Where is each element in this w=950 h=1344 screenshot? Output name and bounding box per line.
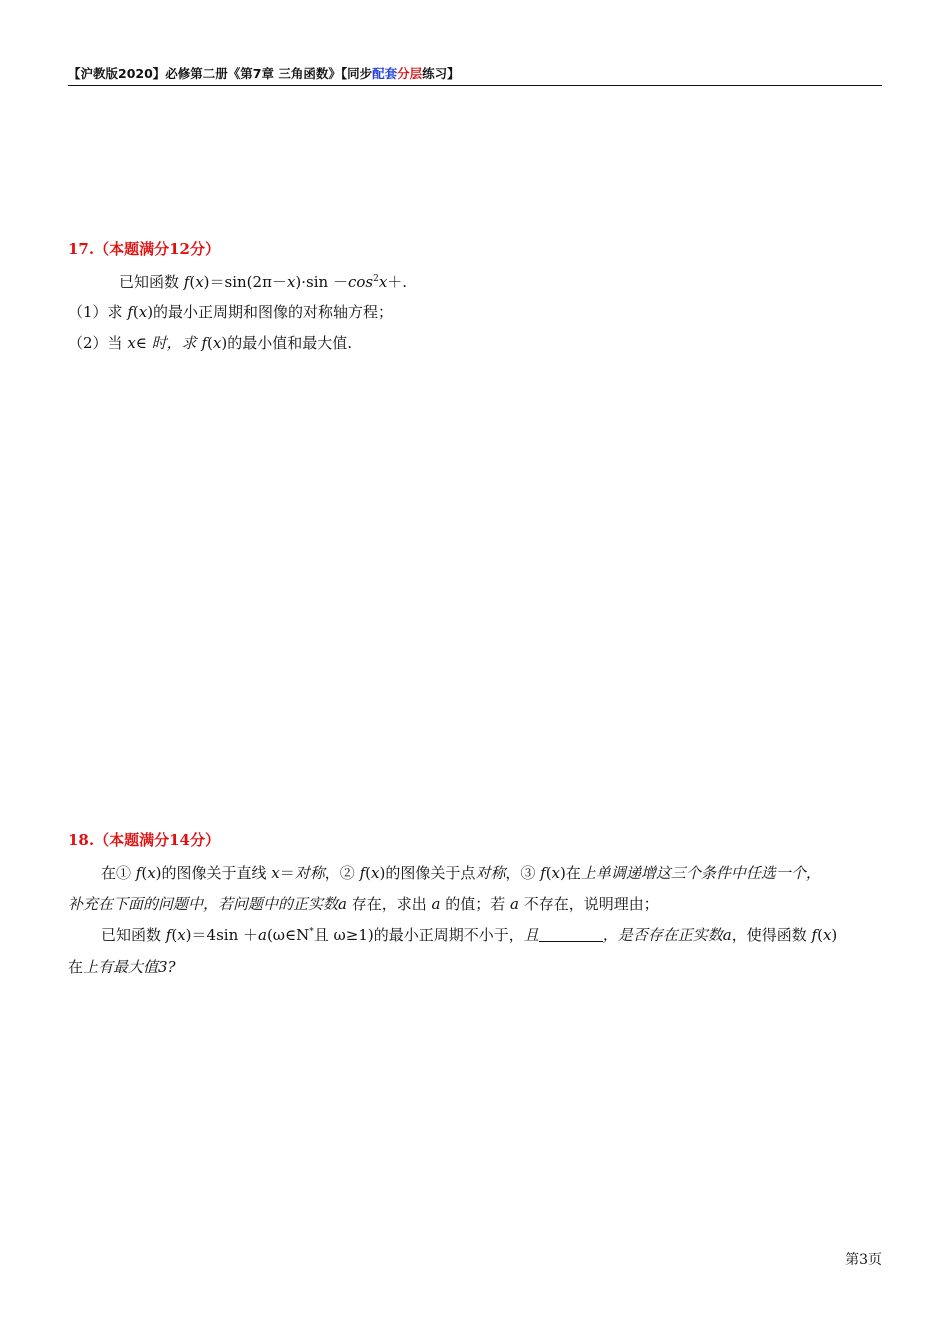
q18-statement-cont: 在上有最大值3? bbox=[68, 958, 176, 976]
q17-part1: （1）求 f(x)的最小正周期和图像的对称轴方程； bbox=[68, 303, 394, 321]
q18-instruction: 补充在下面的问题中，若问题中的正实数a 存在，求出 a 的值；若 a 不存在，说明理由； bbox=[68, 895, 659, 913]
document-header bbox=[68, 66, 882, 82]
q18-conditions: 在① f(x)的图像关于直线 x＝对称，② f(x)的图像关于点对称，③ f(x)在上单调递增这三个条件中任选一个， bbox=[101, 864, 821, 882]
header-text-red: 分层 bbox=[397, 66, 423, 81]
answer-blank[interactable] bbox=[539, 927, 603, 942]
q17-title: 17.（本题满分12分） bbox=[68, 240, 220, 258]
header-text: 【沪教版2020】必修第二册《第7章 三角函数》【同步 bbox=[68, 66, 373, 81]
header-text-blue: 配套 bbox=[372, 66, 398, 81]
page-number: 第3页 bbox=[845, 1252, 882, 1268]
q17-part2: （2）当 x∈ 时，求 f(x)的最小值和最大值. bbox=[68, 334, 352, 352]
q18-title: 18.（本题满分14分） bbox=[68, 831, 220, 849]
header-text-end: 练习】 bbox=[422, 66, 460, 81]
header-rule bbox=[68, 85, 882, 86]
q18-statement: 已知函数 f(x)＝4sin ＋a(ω∈N*且 ω≥1)的最小正周期不小于，且 ，是否存在正实数a，使得函数 f(x) bbox=[101, 926, 838, 944]
q17-statement: 已知函数 $f(x)=\sin(2\pi-x)\cdot\sin -\cos^2x+$. bbox=[119, 273, 408, 291]
